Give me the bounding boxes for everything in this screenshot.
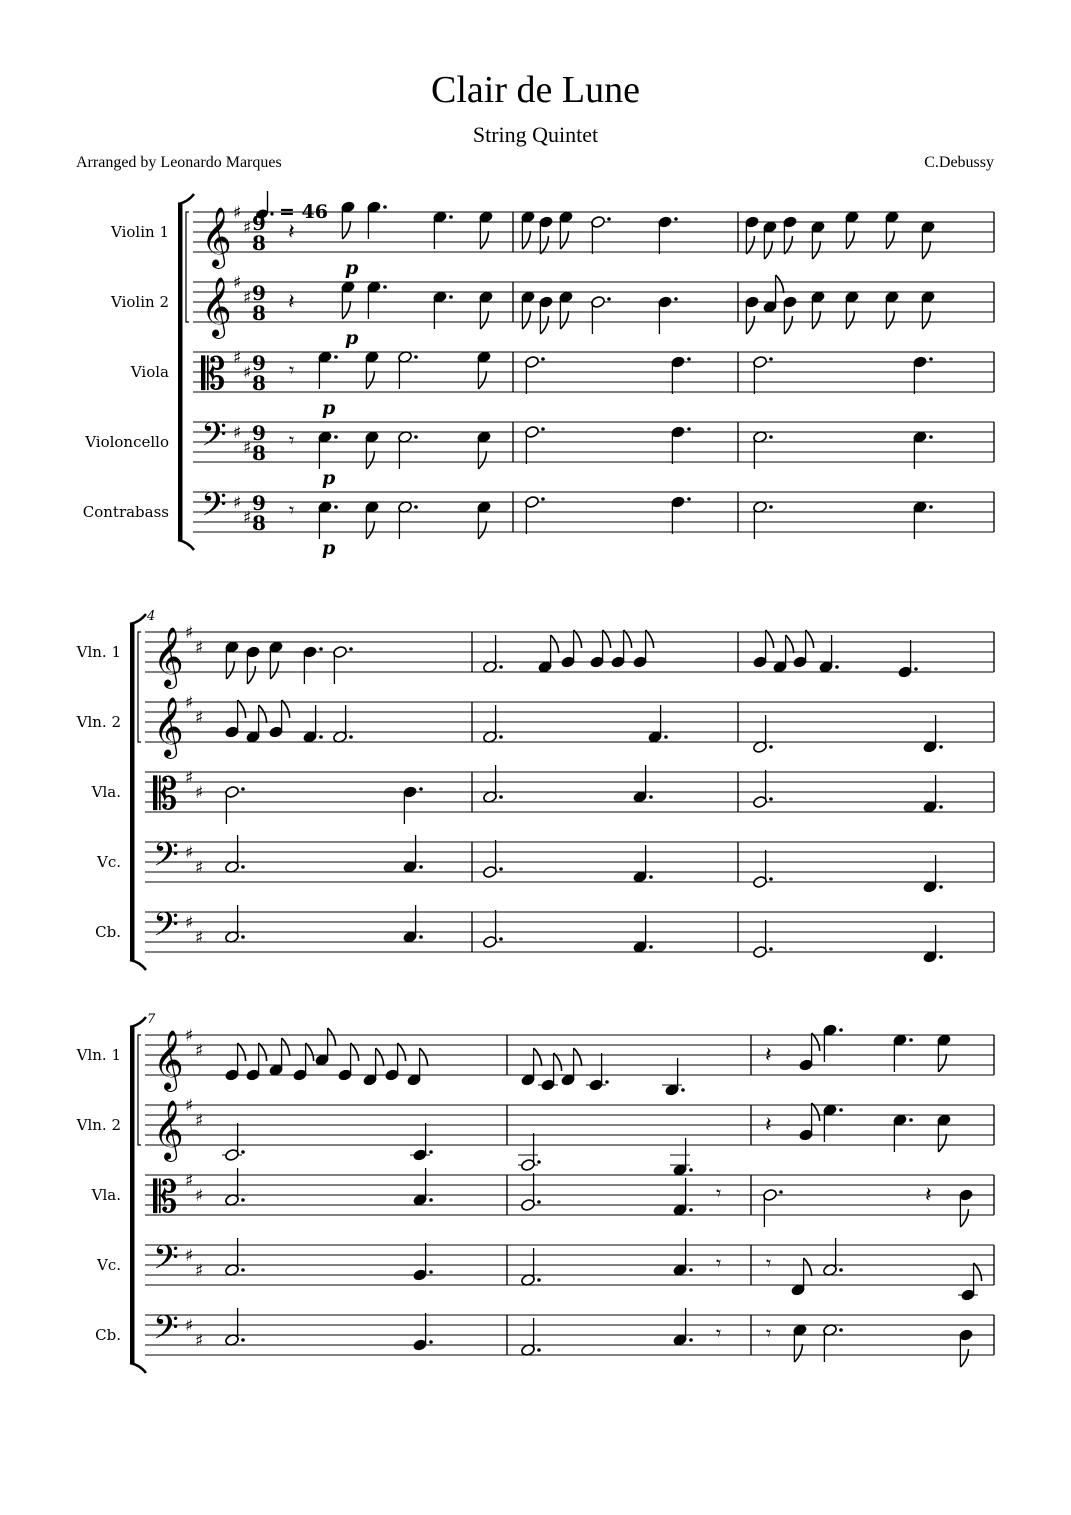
augmentation-dot — [689, 1338, 693, 1342]
augmentation-dot — [414, 435, 418, 439]
sharp-icon: ♯ — [243, 218, 252, 238]
note-flag — [560, 231, 568, 249]
dynamic-marking: p — [345, 257, 359, 279]
system-bracket — [178, 204, 183, 540]
note-flag — [420, 1048, 428, 1066]
eighth-rest-icon: 𝄾 — [289, 358, 295, 382]
sharp-icon: ♯ — [195, 638, 204, 658]
sharp-icon: ♯ — [233, 348, 242, 368]
augmentation-dot — [649, 875, 653, 879]
augmentation-dot — [939, 955, 943, 959]
augmentation-dot — [241, 1150, 245, 1154]
augmentation-dot — [779, 1190, 783, 1194]
staff-violin-2 — [76, 1096, 994, 1177]
sharp-icon: ♯ — [195, 783, 204, 803]
note-flag — [812, 311, 820, 329]
augmentation-dot — [499, 937, 503, 941]
sharp-icon: ♯ — [185, 1026, 194, 1046]
note-flag — [522, 231, 530, 249]
note-flag — [846, 231, 854, 249]
augmentation-dot — [334, 435, 338, 439]
augmentation-dot — [689, 1268, 693, 1272]
augmentation-dot — [241, 1338, 245, 1342]
note-flag — [812, 241, 820, 259]
note-flag — [351, 1043, 359, 1061]
sharp-icon: ♯ — [185, 1246, 194, 1266]
note-flag — [534, 1048, 542, 1066]
sharp-icon: ♯ — [185, 1096, 194, 1116]
augmentation-dot — [607, 217, 611, 221]
augmentation-dot — [769, 797, 773, 801]
note-flag — [812, 1103, 820, 1121]
time-signature-denominator: 8 — [252, 301, 266, 325]
note-flag — [574, 630, 582, 648]
tempo-text: = 46 — [279, 201, 328, 223]
violin-group-bracket — [138, 632, 141, 742]
note-flag — [247, 666, 255, 684]
augmentation-dot — [499, 665, 503, 669]
bass-clef-icon: 𝄢 — [153, 1309, 179, 1355]
staff-viola — [130, 348, 994, 419]
augmentation-dot — [449, 295, 453, 299]
bracket-top-hook — [130, 614, 146, 624]
staff-contrabass — [95, 905, 994, 964]
measure-number: 4 — [147, 609, 156, 624]
augmentation-dot — [241, 865, 245, 869]
sharp-icon: ♯ — [185, 768, 194, 788]
arranger-credit: Arranged by Leonardo Marques — [76, 154, 282, 171]
augmentation-dot — [839, 1108, 843, 1112]
note-flag — [794, 1344, 802, 1362]
note-flag — [886, 231, 894, 249]
time-signature-denominator: 8 — [252, 441, 266, 465]
alto-clef-icon: 𝄡 — [153, 769, 178, 820]
augmentation-dot — [649, 945, 653, 949]
augmentation-dot — [241, 1198, 245, 1202]
note-flag — [259, 1043, 267, 1061]
bracket-top-hook — [130, 1017, 146, 1027]
note-flag — [806, 630, 814, 648]
note-flag — [554, 1053, 562, 1071]
augmentation-dot — [429, 1340, 433, 1344]
note-flag — [784, 236, 792, 254]
augmentation-dot — [319, 647, 323, 651]
augmentation-dot — [541, 357, 545, 361]
augmentation-dot — [429, 1198, 433, 1202]
note-flag — [328, 1028, 336, 1046]
treble-clef-icon: 𝄞 — [153, 697, 184, 757]
note-flag — [786, 635, 794, 653]
augmentation-dot — [414, 505, 418, 509]
augmentation-dot — [929, 357, 933, 361]
time-signature-denominator: 8 — [252, 371, 266, 395]
instrument-label: Vc. — [96, 853, 121, 871]
note-flag — [366, 451, 374, 469]
instrument-label: Cb. — [95, 923, 121, 941]
augmentation-dot — [674, 297, 678, 301]
augmentation-dot — [839, 1028, 843, 1032]
note-flag — [886, 311, 894, 329]
augmentation-dot — [241, 787, 245, 791]
dynamic-marking: p — [322, 467, 336, 489]
augmentation-dot — [605, 1080, 609, 1084]
sharp-icon: ♯ — [243, 508, 252, 528]
augmentation-dot — [414, 355, 418, 359]
note-flag — [746, 236, 754, 254]
augmentation-dot — [541, 427, 545, 431]
quarter-rest-icon: 𝄽 — [288, 220, 295, 245]
treble-clef-icon: 𝄞 — [153, 627, 184, 687]
staff-violin-2 — [110, 273, 994, 349]
note-flag — [366, 521, 374, 539]
note-flag — [766, 630, 774, 648]
staff-system — [76, 1012, 994, 1373]
quarter-rest-icon: 𝄽 — [765, 1043, 772, 1068]
note-flag — [282, 1038, 290, 1056]
note-flag — [603, 630, 611, 648]
note-flag — [259, 705, 267, 723]
note-flag — [306, 1043, 314, 1061]
measure-number: 7 — [147, 1012, 156, 1027]
instrument-label: Viola — [130, 363, 169, 381]
augmentation-dot — [429, 1150, 433, 1154]
note-flag — [478, 451, 486, 469]
note-flag — [746, 316, 754, 334]
augmentation-dot — [769, 505, 773, 509]
augmentation-dot — [835, 665, 839, 669]
augmentation-dot — [839, 1268, 843, 1272]
sharp-icon: ♯ — [195, 858, 204, 878]
quarter-rest-icon: 𝄽 — [765, 1113, 772, 1138]
note-flag — [478, 371, 486, 389]
note-flag — [960, 1209, 968, 1227]
augmentation-dot — [769, 947, 773, 951]
composer-credit: C.Debussy — [924, 154, 994, 171]
augmentation-dot — [383, 285, 387, 289]
staff-violoncello — [96, 835, 994, 894]
sharp-icon: ♯ — [195, 708, 204, 728]
augmentation-dot — [681, 1088, 685, 1092]
sharp-icon: ♯ — [195, 1186, 204, 1206]
augmentation-dot — [939, 805, 943, 809]
sharp-icon: ♯ — [195, 1041, 204, 1061]
augmentation-dot — [499, 867, 503, 871]
note-flag — [270, 661, 278, 679]
augmentation-dot — [334, 505, 338, 509]
augmentation-dot — [537, 1348, 541, 1352]
note-flag — [922, 241, 930, 259]
note-flag — [764, 241, 772, 259]
augmentation-dot — [929, 435, 933, 439]
note-flag — [804, 1258, 812, 1276]
eighth-rest-icon: 𝄾 — [289, 498, 295, 522]
sharp-icon: ♯ — [243, 288, 252, 308]
sharp-icon: ♯ — [233, 203, 242, 223]
treble-clef-icon: 𝄞 — [201, 207, 232, 267]
eighth-rest-icon: 𝄾 — [716, 1251, 722, 1275]
staff-contrabass — [83, 486, 994, 559]
augmentation-dot — [687, 357, 691, 361]
staff-system — [83, 194, 994, 559]
time-signature-numerator: 9 — [252, 351, 266, 375]
note-flag — [238, 700, 246, 718]
augmentation-dot — [769, 357, 773, 361]
instrument-label: Vla. — [91, 783, 121, 801]
augmentation-dot — [499, 735, 503, 739]
instrument-label: Vla. — [91, 1186, 121, 1204]
sharp-icon: ♯ — [243, 438, 252, 458]
dynamic-marking: p — [322, 397, 336, 419]
note-flag — [846, 311, 854, 329]
note-flag — [922, 311, 930, 329]
eighth-rest-icon: 𝄾 — [766, 1321, 772, 1345]
note-flag — [540, 316, 548, 334]
note-flag — [478, 521, 486, 539]
bass-clef-icon: 𝄢 — [201, 416, 227, 462]
note-flag — [398, 1043, 406, 1061]
note-flag — [560, 311, 568, 329]
note-flag — [960, 1349, 968, 1367]
staff-viola — [91, 1168, 994, 1227]
note-flag — [366, 371, 374, 389]
treble-clef-icon: 𝄞 — [153, 1030, 184, 1090]
augmentation-dot — [689, 1208, 693, 1212]
sharp-icon: ♯ — [195, 1111, 204, 1131]
alto-clef-icon: 𝄡 — [153, 1172, 178, 1223]
note-flag — [974, 1263, 982, 1281]
augmentation-dot — [241, 935, 245, 939]
time-signature-numerator: 9 — [252, 281, 266, 305]
augmentation-dot — [687, 427, 691, 431]
staff-contrabass — [95, 1308, 994, 1367]
augmentation-dot — [419, 935, 423, 939]
augmentation-dot — [769, 435, 773, 439]
augmentation-dot — [664, 735, 668, 739]
instrument-label: Cb. — [95, 1326, 121, 1344]
augmentation-dot — [349, 735, 353, 739]
quarter-rest-icon: 𝄽 — [288, 290, 295, 315]
augmentation-dot — [537, 1200, 541, 1204]
augmentation-dot — [607, 297, 611, 301]
system-bracket — [130, 624, 135, 960]
staff-violin-1 — [76, 623, 994, 689]
augmentation-dot — [349, 647, 353, 651]
augmentation-dot — [929, 505, 933, 509]
augmentation-dot — [939, 745, 943, 749]
instrument-label: Vln. 2 — [76, 1116, 121, 1134]
bass-clef-icon: 𝄢 — [201, 486, 227, 532]
sharp-icon: ♯ — [233, 493, 242, 513]
instrument-label: Vln. 1 — [76, 1046, 121, 1064]
eighth-rest-icon: 𝄾 — [716, 1321, 722, 1345]
instrument-label: Contrabass — [82, 503, 169, 521]
time-signature-numerator: 9 — [252, 491, 266, 515]
augmentation-dot — [674, 217, 678, 221]
sharp-icon: ♯ — [243, 363, 252, 383]
augmentation-dot — [769, 877, 773, 881]
augmentation-dot — [537, 1160, 541, 1164]
system-bracket — [130, 1027, 135, 1363]
instrument-label: Violin 1 — [111, 223, 169, 241]
bass-clef-icon: 𝄢 — [153, 1239, 179, 1285]
augmentation-dot — [449, 215, 453, 219]
augmentation-dot — [909, 1038, 913, 1042]
augmentation-dot — [687, 497, 691, 501]
staff-violin-1 — [76, 1023, 994, 1096]
bracket-bottom-hook — [178, 540, 194, 550]
sharp-icon: ♯ — [185, 1171, 194, 1191]
note-flag — [282, 700, 290, 718]
eighth-rest-icon: 𝄾 — [716, 1181, 722, 1205]
eighth-rest-icon: 𝄾 — [766, 1251, 772, 1275]
sharp-icon: ♯ — [185, 693, 194, 713]
eighth-rest-icon: 𝄾 — [289, 428, 295, 452]
bass-clef-icon: 𝄢 — [153, 836, 179, 882]
augmentation-dot — [319, 735, 323, 739]
augmentation-dot — [909, 1118, 913, 1122]
piece-subtitle: String Quintet — [472, 122, 599, 147]
note-flag — [551, 635, 559, 653]
staff-violoncello — [84, 416, 994, 489]
augmentation-dot — [939, 885, 943, 889]
sharp-icon: ♯ — [185, 1316, 194, 1336]
sharp-icon: ♯ — [195, 928, 204, 948]
bass-clef-icon: 𝄢 — [153, 906, 179, 952]
augmentation-dot — [499, 795, 503, 799]
sharp-icon: ♯ — [233, 273, 242, 293]
augmentation-dot — [419, 787, 423, 791]
treble-clef-icon: 𝄞 — [153, 1100, 184, 1160]
staff-violin-1 — [110, 200, 994, 279]
dynamic-marking: p — [345, 327, 359, 349]
note-flag — [784, 316, 792, 334]
instrument-label: Vc. — [96, 1256, 121, 1274]
time-signature-numerator: 9 — [252, 211, 266, 235]
time-signature-numerator: 9 — [252, 421, 266, 445]
staff-system — [76, 609, 994, 970]
augmentation-dot — [383, 205, 387, 209]
augmentation-dot — [914, 667, 918, 671]
sharp-icon: ♯ — [195, 1261, 204, 1281]
note-flag — [938, 1134, 946, 1152]
augmentation-dot — [241, 1268, 245, 1272]
augmentation-dot — [334, 355, 338, 359]
sharp-icon: ♯ — [233, 423, 242, 443]
augmentation-dot — [839, 1328, 843, 1332]
staff-viola — [91, 765, 994, 824]
augmentation-dot — [541, 497, 545, 501]
quarter-rest-icon: 𝄽 — [925, 1183, 932, 1208]
note-flag — [812, 1033, 820, 1051]
note-flag — [238, 1043, 246, 1061]
dynamic-marking: p — [322, 537, 336, 559]
sharp-icon: ♯ — [185, 913, 194, 933]
note-flag — [226, 661, 234, 679]
note-flag — [342, 221, 350, 239]
augmentation-dot — [429, 1270, 433, 1274]
note-flag — [480, 231, 488, 249]
violin-group-bracket — [186, 212, 189, 322]
instrument-label: Violoncello — [85, 433, 169, 451]
time-signature-denominator: 8 — [252, 511, 266, 535]
note-flag — [938, 1054, 946, 1072]
staff-violin-2 — [76, 693, 994, 759]
staff-violoncello — [96, 1238, 994, 1302]
note-flag — [480, 311, 488, 329]
sharp-icon: ♯ — [185, 623, 194, 643]
augmentation-dot — [649, 795, 653, 799]
instrument-label: Vln. 1 — [76, 643, 121, 661]
piece-title: Clair de Lune — [431, 69, 640, 111]
sharp-icon: ♯ — [195, 1331, 204, 1351]
time-signature-denominator: 8 — [252, 231, 266, 255]
instrument-label: Violin 2 — [111, 293, 169, 311]
augmentation-dot — [689, 1168, 693, 1172]
bracket-bottom-hook — [130, 1363, 146, 1373]
bracket-top-hook — [178, 194, 194, 204]
note-flag — [646, 630, 654, 648]
note-flag — [776, 275, 784, 293]
sharp-icon: ♯ — [185, 843, 194, 863]
note-flag — [376, 1048, 384, 1066]
instrument-label: Vln. 2 — [76, 713, 121, 731]
augmentation-dot — [769, 745, 773, 749]
note-flag — [342, 301, 350, 319]
violin-group-bracket — [138, 1035, 141, 1145]
note-flag — [574, 1048, 582, 1066]
note-flag — [624, 630, 632, 648]
note-flag — [540, 236, 548, 254]
note-flag — [522, 311, 530, 329]
treble-clef-icon: 𝄞 — [201, 277, 232, 337]
alto-clef-icon: 𝄡 — [201, 349, 226, 400]
augmentation-dot — [419, 865, 423, 869]
bracket-bottom-hook — [130, 960, 146, 970]
augmentation-dot — [537, 1278, 541, 1282]
